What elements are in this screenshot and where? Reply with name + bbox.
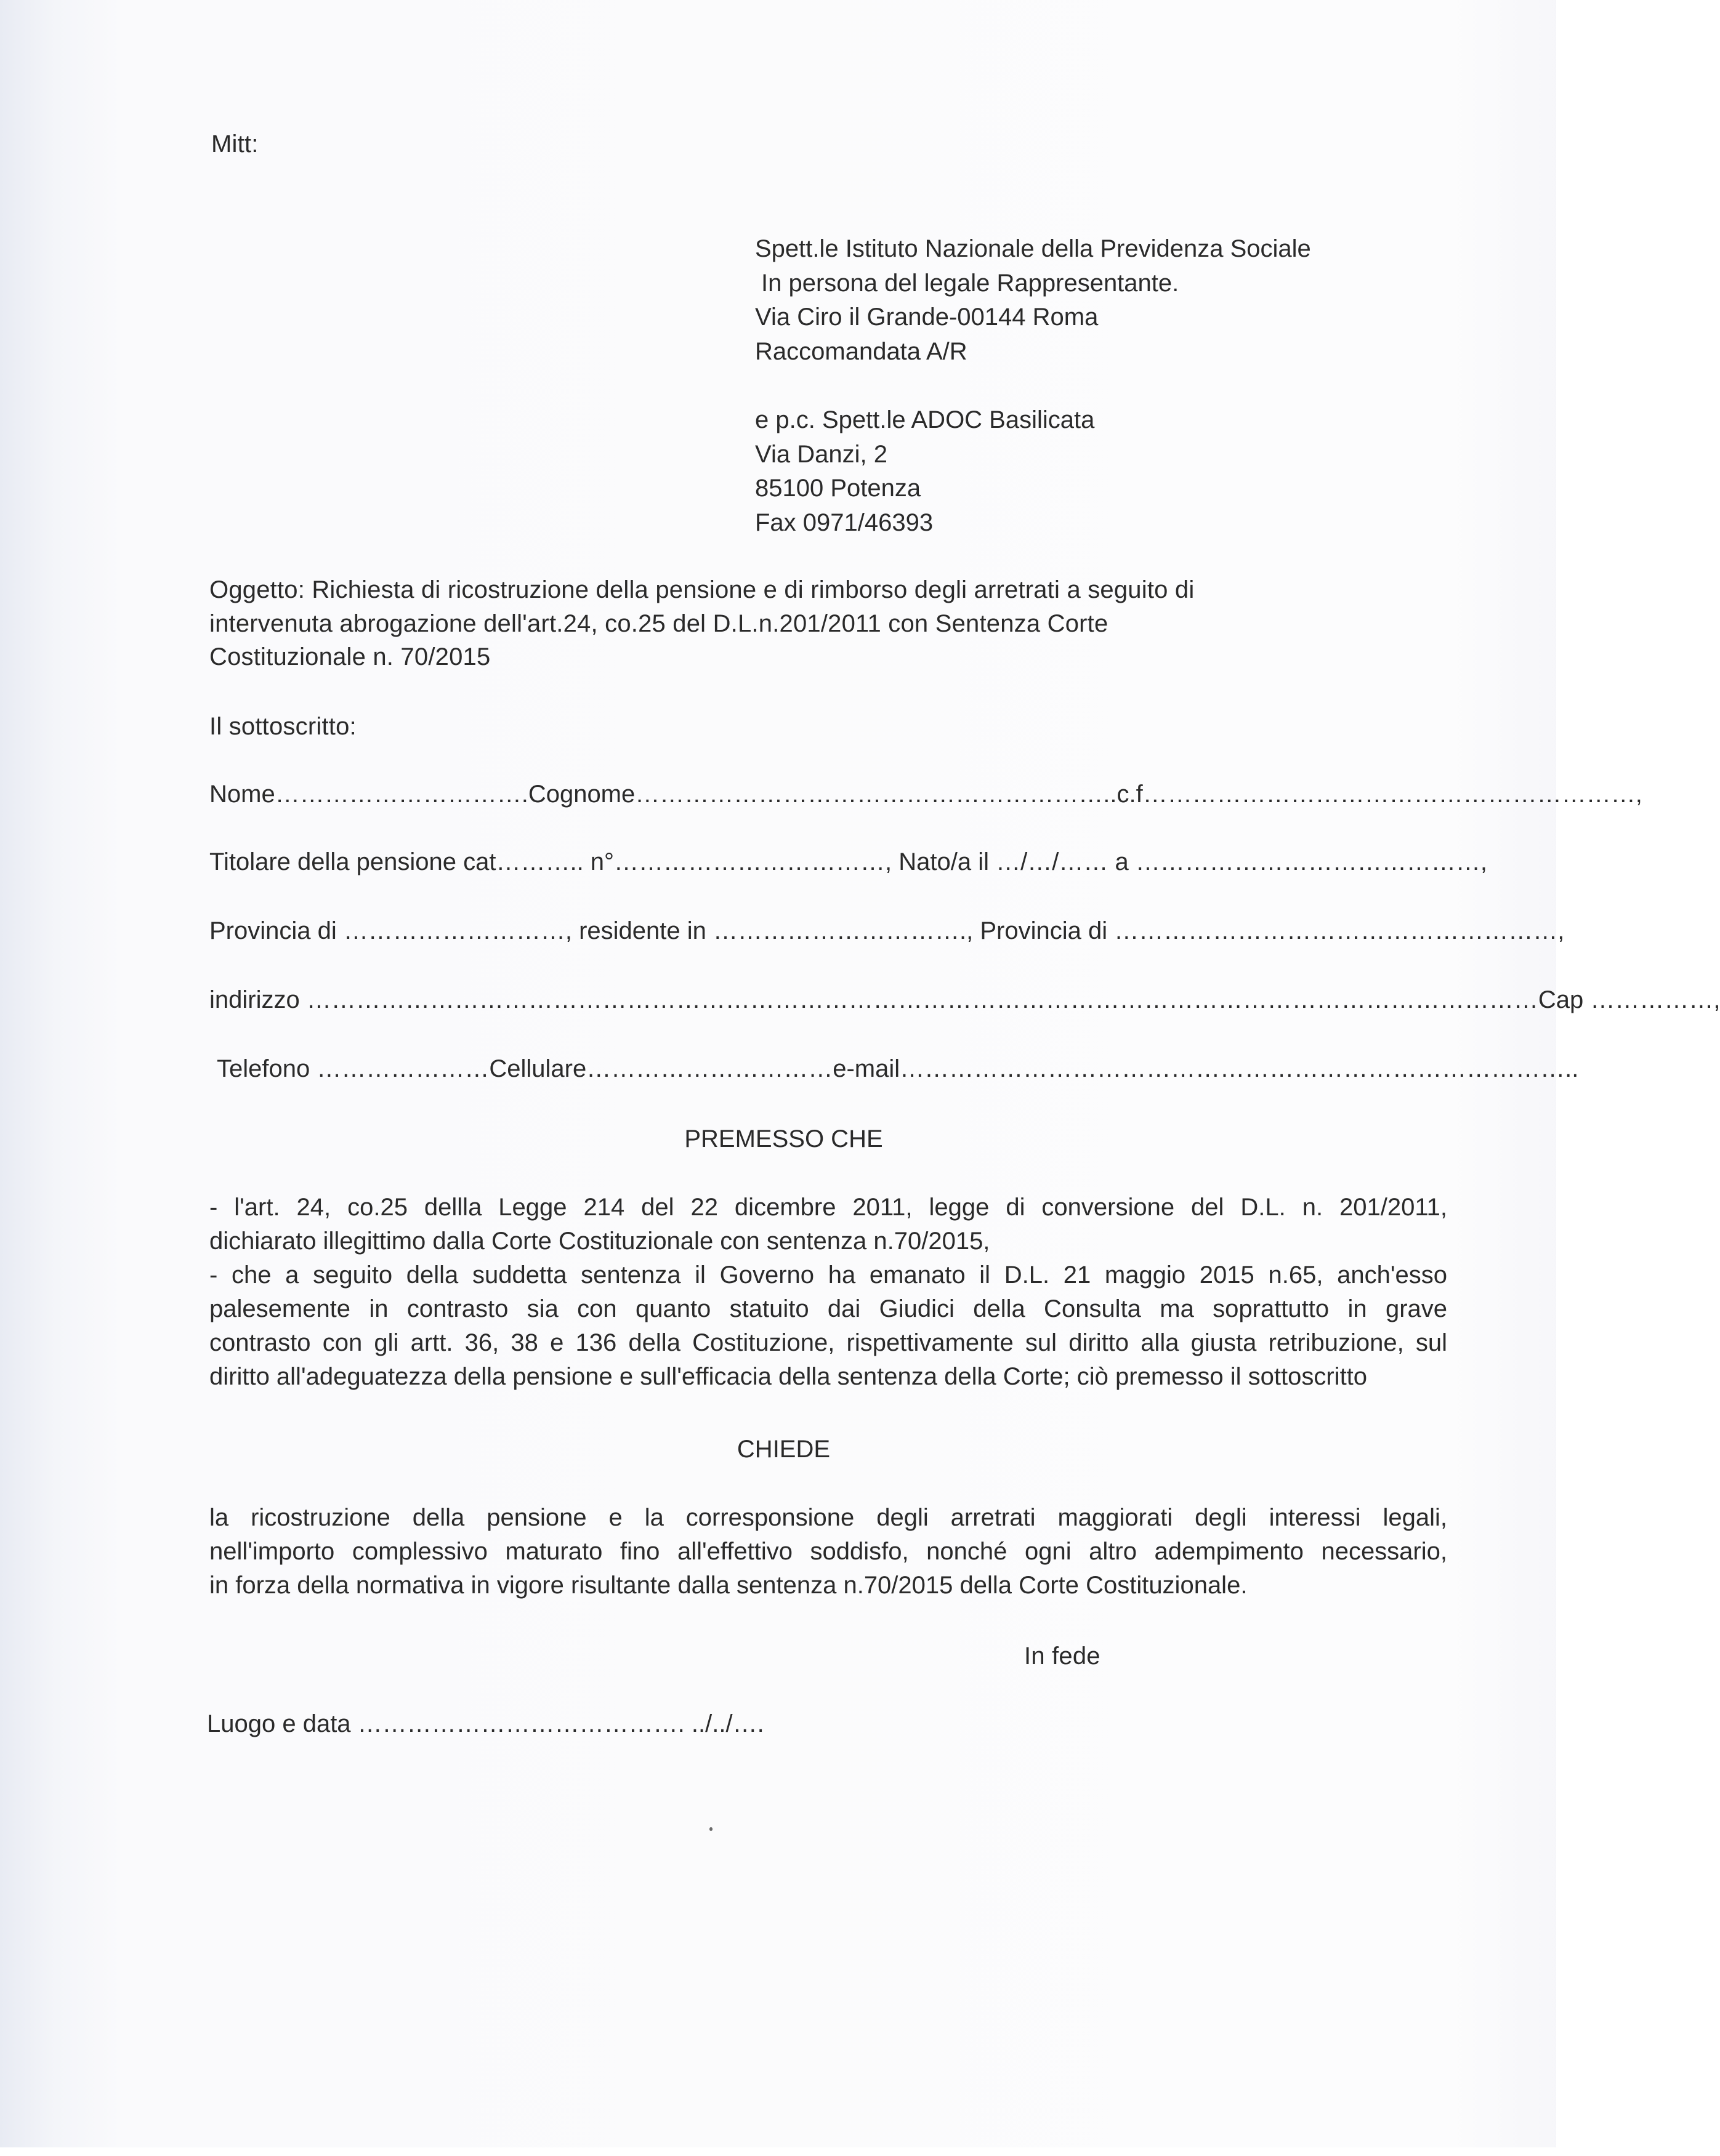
- form-line-address: indirizzo ……………………………………………………………………………………………………………………………………Cap ……………,: [209, 986, 1720, 1013]
- premesso-line-4: palesemente in contrasto sia con quanto statuito dai Giudici della Consulta ma soprattutto in grave: [209, 1295, 1447, 1322]
- recipient-line-3: Via Ciro il Grande-00144 Roma: [755, 304, 1099, 331]
- form-line-contacts: Telefono …………………Cellulare…………………………e-mail………………………………………………………………………..: [217, 1055, 1579, 1082]
- premesso-line-3: - che a seguito della suddetta sentenza il Governo ha emanato il D.L. 21 maggio 2015 n.65, anch'esso: [209, 1261, 1447, 1289]
- premesso-line-5: contrasto con gli artt. 36, 38 e 136 della Costituzione, rispettivamente sul diritto alla giusta retribuzione, sul: [209, 1329, 1447, 1356]
- undersigned-label: Il sottoscritto:: [209, 713, 357, 740]
- scan-speck: [709, 1827, 713, 1831]
- chiede-line-1: la ricostruzione della pensione e la corresponsione degli arretrati maggiorati degli interessi legali,: [209, 1504, 1447, 1531]
- closing-in-fede: In fede: [1024, 1643, 1100, 1670]
- subject-line-1: Oggetto: Richiesta di ricostruzione della pensione e di rimborso degli arretrati a seguito di: [209, 576, 1195, 603]
- cc-line-3: 85100 Potenza: [755, 475, 921, 502]
- premesso-line-1: - l'art. 24, co.25 dellla Legge 214 del 22 dicembre 2011, legge di conversione del D.L. n. 201/2011,: [209, 1194, 1447, 1221]
- premesso-line-6: diritto all'adeguatezza della pensione e sull'efficacia della sentenza della Corte; ciò premesso il sottoscritto: [209, 1363, 1368, 1390]
- recipient-line-4: Raccomandata A/R: [755, 338, 967, 365]
- cc-line-1: e p.c. Spett.le ADOC Basilicata: [755, 406, 1095, 433]
- recipient-line-1: Spett.le Istituto Nazionale della Previdenza Sociale: [755, 235, 1311, 262]
- form-line-name: Nome………………………….Cognome…………………………………………………..c.f……………………………………………………,: [209, 781, 1642, 808]
- sender-label: Mitt:: [211, 131, 259, 158]
- premesso-paragraph: [209, 1191, 1447, 1394]
- page-edge-bottom: [0, 2147, 1567, 2156]
- premesso-line-2: dichiarato illegittimo dalla Corte Costituzionale con sentenza n.70/2015,: [209, 1228, 990, 1255]
- subject-line-3: Costituzionale n. 70/2015: [209, 643, 491, 670]
- cc-line-4: Fax 0971/46393: [755, 509, 934, 536]
- chiede-heading: CHIEDE: [737, 1436, 831, 1463]
- subject-line-2: intervenuta abrogazione dell'art.24, co.25 del D.L.n.201/2011 con Sentenza Corte: [209, 610, 1108, 637]
- cc-line-2: Via Danzi, 2: [755, 441, 887, 468]
- place-date-line: Luogo e data …………………………………. ../../….: [207, 1710, 764, 1737]
- form-line-pension: Titolare della pensione cat……….. n°……………………………, Nato/a il …/…/…… a ……………………………………,: [209, 848, 1487, 875]
- form-line-province: Provincia di ………………………, residente in …………………………., Provincia di ………………………………………………,: [209, 917, 1565, 944]
- recipient-line-2: In persona del legale Rappresentante.: [761, 270, 1179, 297]
- chiede-line-2: nell'importo complessivo maturato fino all'effettivo soddisfo, nonché ogni altro adempimento necessario,: [209, 1538, 1447, 1565]
- premesso-heading: PREMESSO CHE: [684, 1125, 883, 1152]
- chiede-line-3: in forza della normativa in vigore risultante dalla sentenza n.70/2015 della Corte Costituzionale.: [209, 1572, 1248, 1599]
- chiede-paragraph: [209, 1501, 1447, 1603]
